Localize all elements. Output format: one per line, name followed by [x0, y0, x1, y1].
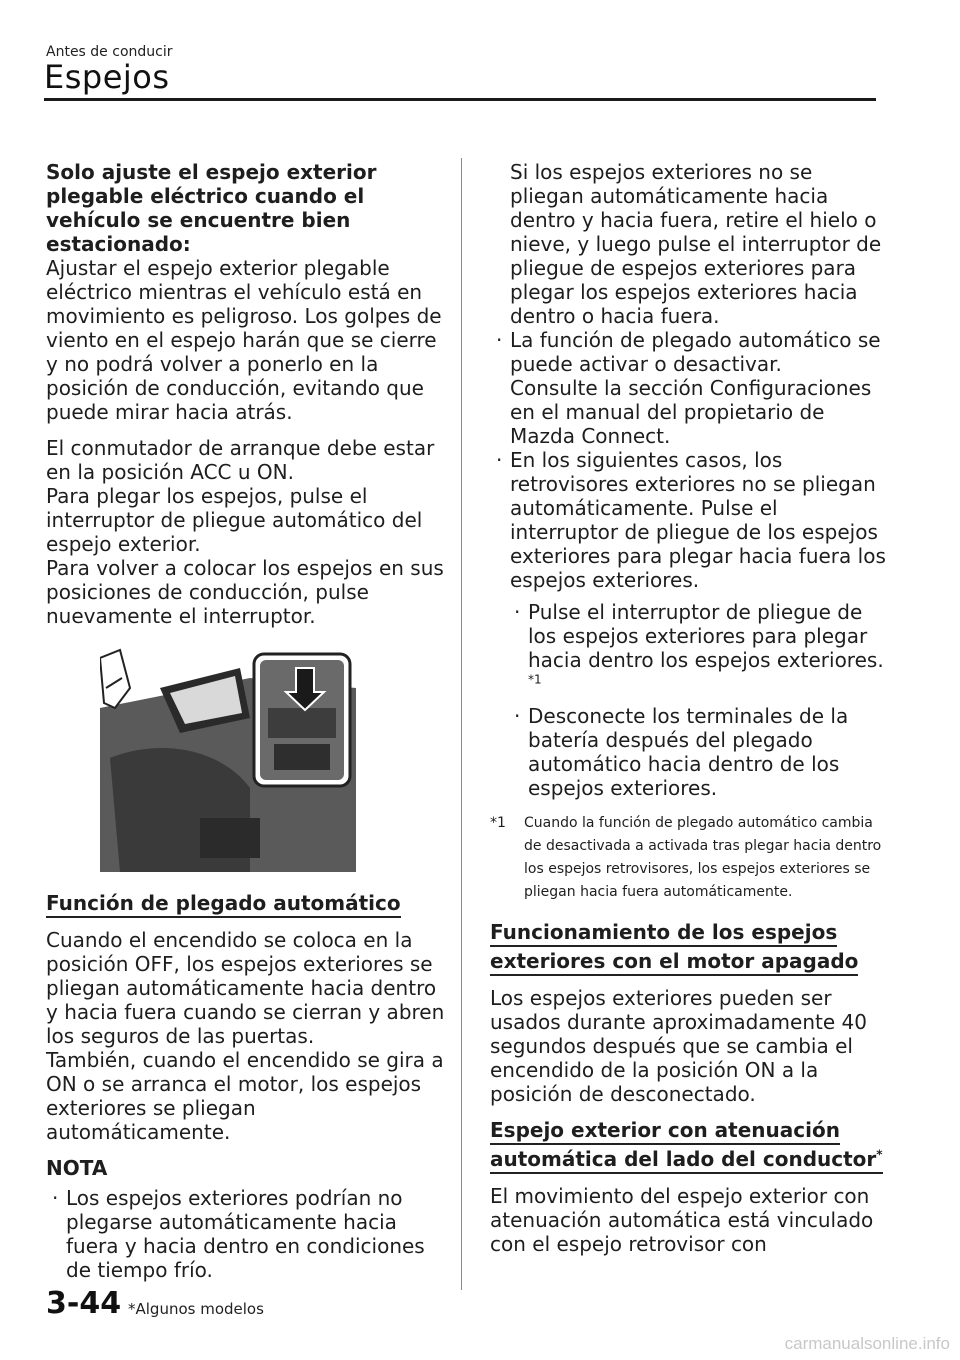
note-sub-bullet — [490, 600, 890, 696]
unfold-instruction: Para volver a colocar los espejos en sus posiciones de conducción, pulse nuevamente el interruptor. — [46, 556, 444, 628]
section-heading-auto-fold: Función de plegado automático — [46, 891, 401, 918]
note-bullet: · Los espejos exteriores podrían no plegarse automáticamente hacia fuera y hacia dentro en condiciones de tiempo frío. — [46, 1186, 446, 1282]
auto-fold-text: Cuando el encendido se coloca en la posición OFF, los espejos exteriores se pliegan automáticamente hacia dentro y hacia fuera cuando se cierran y abren los seguros de las puertas. — [46, 928, 445, 1048]
note-label: NOTA — [46, 1156, 108, 1180]
heading-line: exteriores con el motor apagado — [490, 949, 858, 976]
page-number: 3-44 — [46, 1286, 122, 1321]
right-column — [490, 160, 890, 1268]
note-bullet: · En los siguientes casos, los retrovisores exteriores no se pliegan automáticamente. Pulse el interruptor de pliegue de los espejos exteriores para plegar hacia fuera los espejos exteriores. — [490, 448, 890, 592]
footnote-text: Cuando la función de plegado automático cambia de desactivada a activada tras plegar hacia dentro los espejos retrovisores, los espejos exteriores se pliegan hacia fuera automáticamente. — [524, 815, 882, 900]
footnote-mark: *1 — [490, 815, 506, 831]
note-bullet-continuation: Si los espejos exteriores no se pliegan automáticamente hacia dentro y hacia fuera, retire el hielo o nieve, y luego pulse el interruptor de pliegue de espejos exteriores para plegar los espejos exteriores hacia dentro o hacia fuera. — [510, 160, 882, 328]
watermark: carmanualsonline.info — [784, 1334, 950, 1353]
heading-line: Espejo exterior con atenuación — [490, 1118, 840, 1145]
footnote-ref: *1 — [528, 672, 542, 687]
fold-instruction: Para plegar los espejos, pulse el interruptor de pliegue automático del espejo exterior. — [46, 484, 423, 556]
heading-text: automática del lado del conductor — [490, 1147, 877, 1171]
section-label: Antes de conducir — [46, 44, 173, 60]
heading-line: Funcionamiento de los espejos — [490, 920, 837, 947]
engine-off-text: Los espejos exteriores pueden ser usados durante aproximadamente 40 segundos después que se cambia el encendido de la posición ON a la posición de desconectado. — [490, 986, 867, 1106]
section-heading-engine-off — [490, 920, 890, 976]
warning-title: Solo ajuste el espejo exterior plegable eléctrico cuando el vehículo se encuentre bien estacionado: — [46, 160, 377, 256]
mirror-switch-figure — [100, 648, 356, 872]
footnote — [490, 812, 890, 904]
warning-text: Ajustar el espejo exterior plegable eléctrico mientras el vehículo está en movimiento es peligroso. Los golpes de viento en el espejo harán que se cierre y no podrá volver a ponerlo en la posición de conducción, evitando que puede mirar hacia atrás. — [46, 256, 442, 424]
heading-line — [490, 1147, 883, 1174]
column-divider — [461, 158, 462, 1290]
note-bullet: · La función de plegado automático se puede activar o desactivar. — [490, 328, 890, 376]
ignition-text: El conmutador de arranque debe estar en la posición ACC u ON. — [46, 436, 435, 484]
header-rule — [44, 98, 876, 101]
auto-dimming-text: El movimiento del espejo exterior con atenuación automática está vinculado con el espejo retrovisor con — [490, 1184, 874, 1256]
note-sub-bullet-text: Pulse el interruptor de pliegue de los espejos exteriores para plegar hacia dentro los espejos exteriores. — [528, 600, 884, 672]
left-column — [46, 160, 446, 1282]
auto-fold-engine-text: También, cuando el encendido se gira a ON o se arranca el motor, los espejos exteriores se pliegan automáticamente. — [46, 1048, 444, 1144]
note-bullet-continuation: Consulte la sección Configuraciones en el manual del propietario de Mazda Connect. — [510, 376, 872, 448]
some-models-mark: * — [876, 1147, 883, 1162]
some-models-note: *Algunos modelos — [128, 1300, 264, 1318]
section-heading-auto-dimming — [490, 1118, 890, 1174]
note-sub-bullet: · Desconecte los terminales de la batería después del plegado automático hacia dentro de los espejos exteriores. — [490, 704, 890, 800]
page-title: Espejos — [44, 58, 170, 96]
